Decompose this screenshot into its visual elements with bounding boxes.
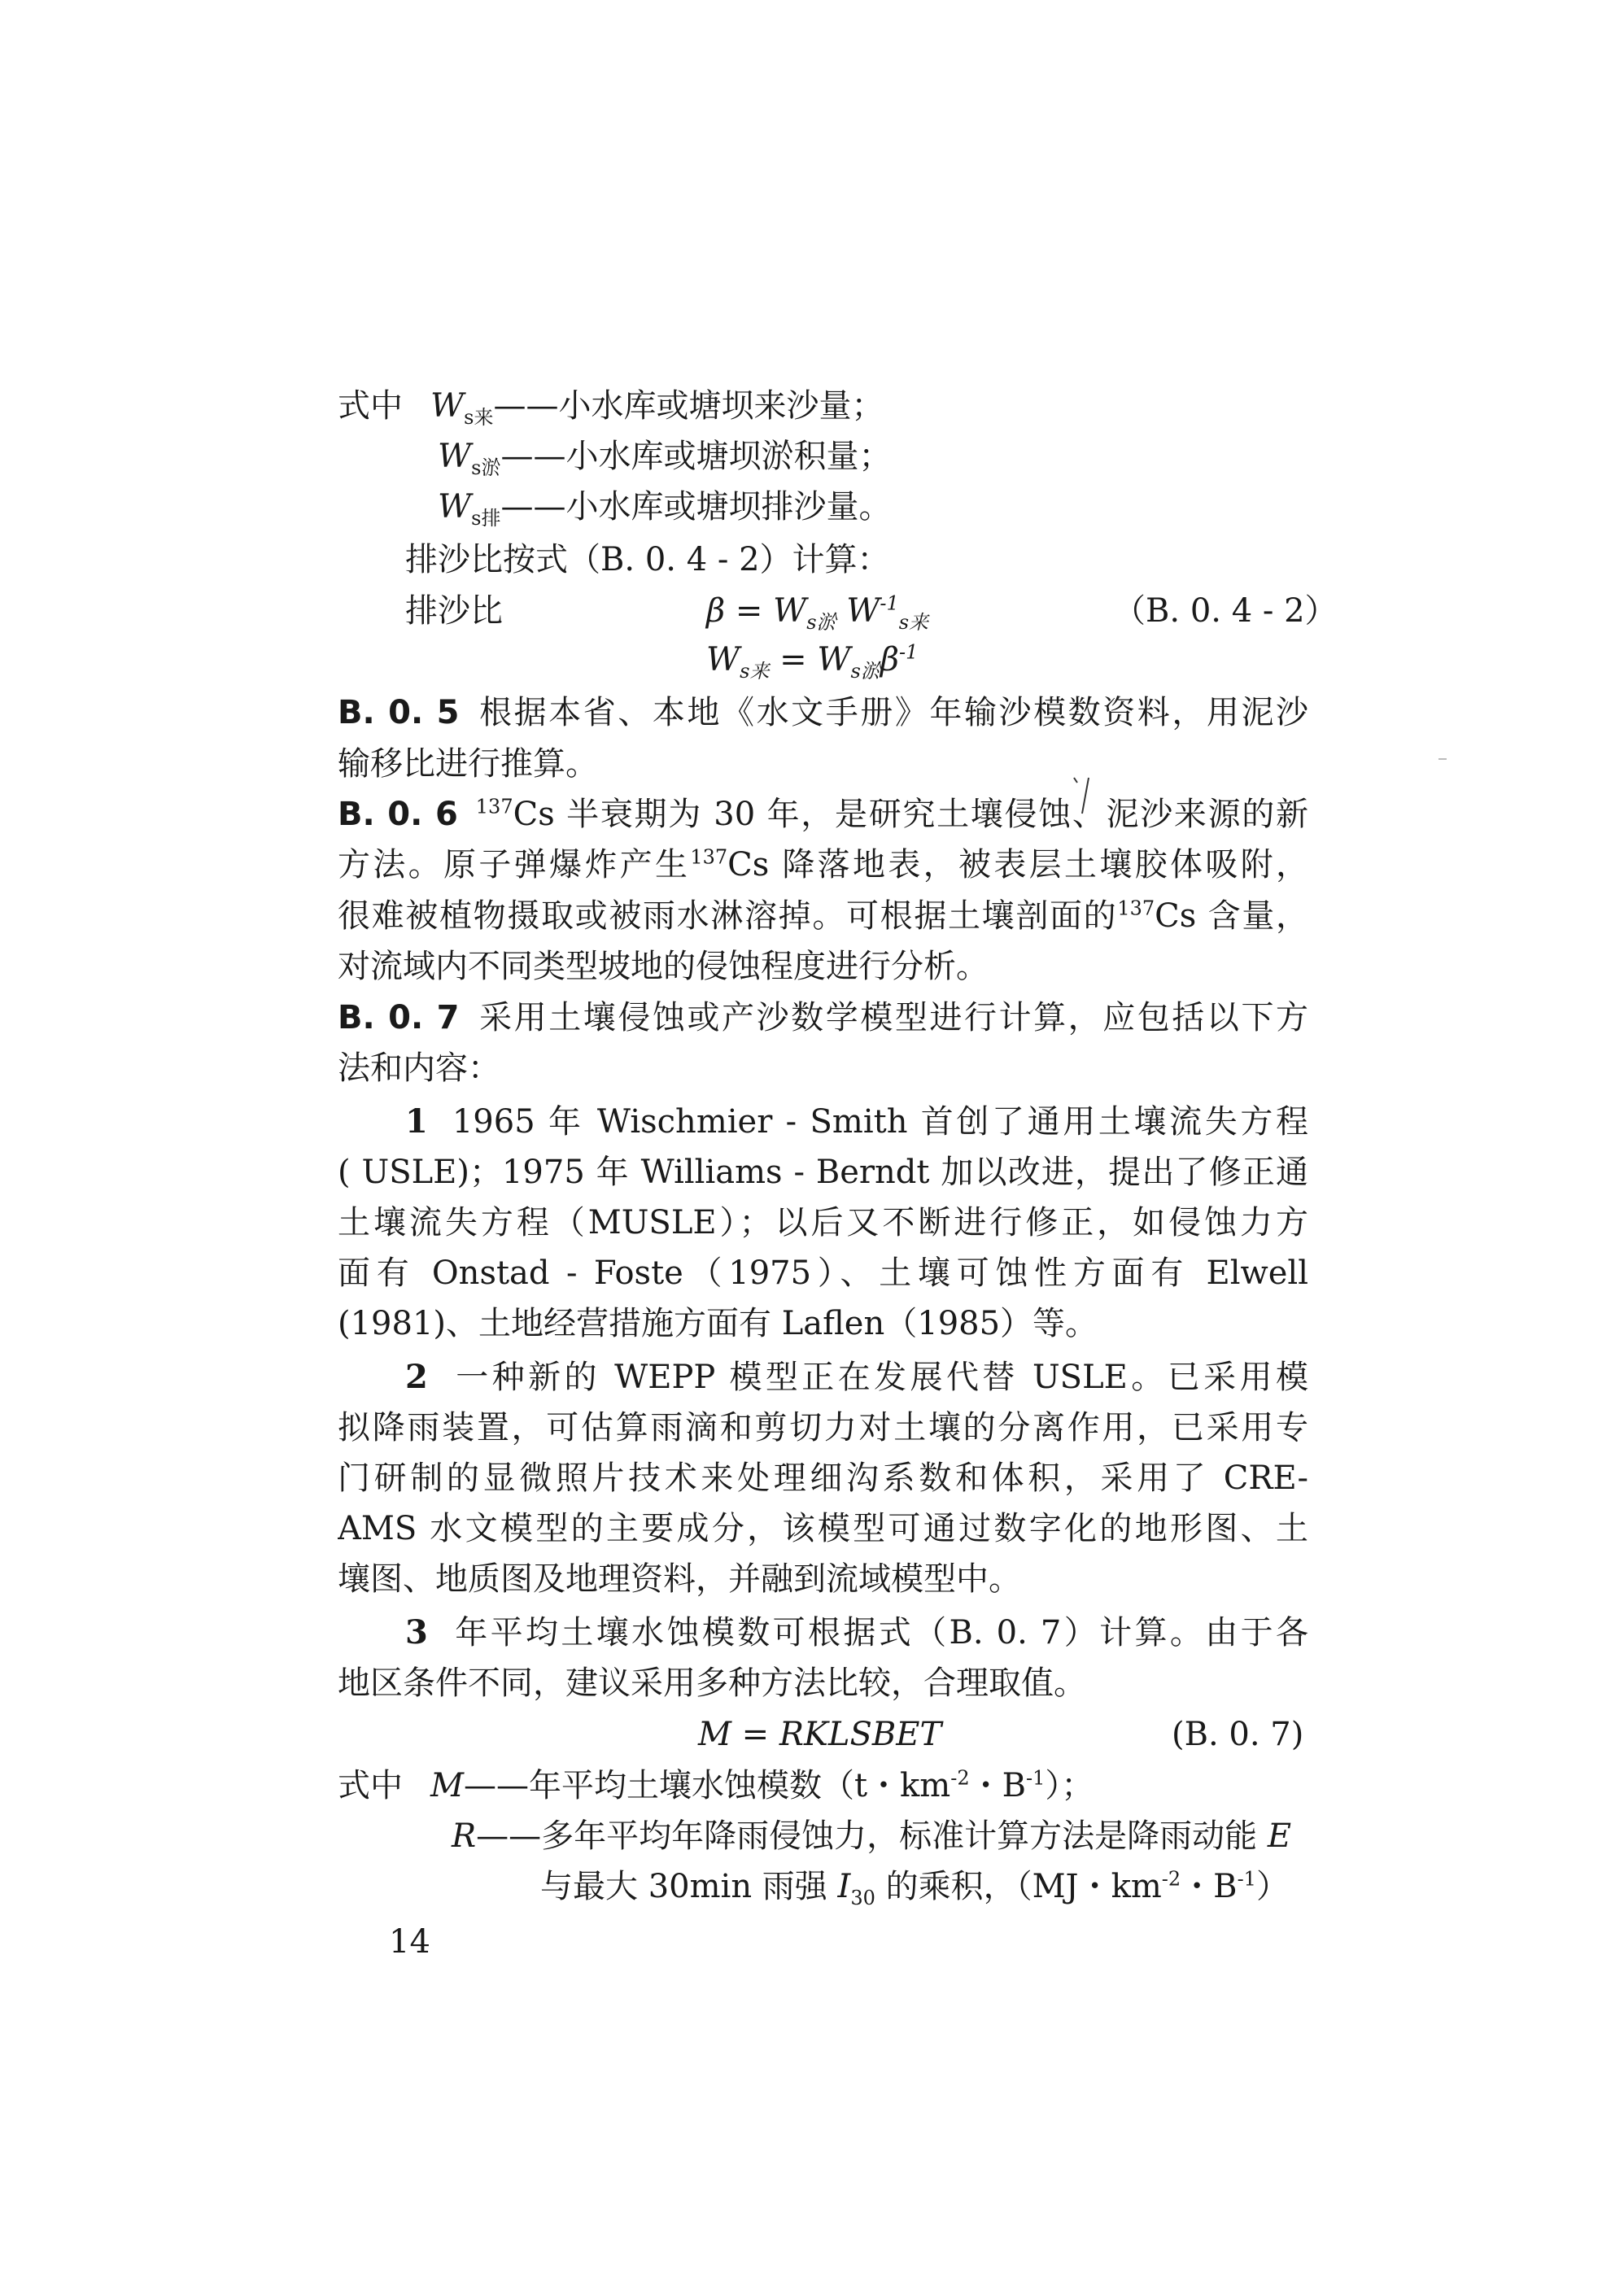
defs2-line-R2 [540, 1863, 1289, 1910]
defs2-R2-I-sub: 30 [850, 1887, 875, 1909]
b06-line-2 [338, 841, 1308, 888]
item1-line-2: ( USLE)；1975 年 Williams - Berndt 加以改进，提出了修正通 [338, 1154, 1308, 1191]
defs2-M-desc: ——年平均土壤水蚀模数（t・km [463, 1767, 951, 1804]
ratio-intro: 排沙比按式（B. 0. 4 - 2）计算： [405, 541, 890, 578]
b07-line-1 [338, 994, 1308, 1041]
eq1-sup: -1 [880, 591, 899, 615]
b06-text: 降落地表，被表层土壤胶体吸附， [769, 846, 1308, 884]
item1-line-4: 面有 Onstad - Foste（1975）、土壤可蚀性方面有 Elwell [338, 1254, 1308, 1292]
defs1-line-3 [438, 483, 891, 530]
item3-text: 年平均土壤水蚀模数可根据式（B. 0. 7）计算。由于各 [452, 1614, 1308, 1651]
page-number: 14 [389, 1923, 430, 1961]
defs2-M-end: ）； [1045, 1767, 1094, 1804]
eq1-lhs: β = W [706, 592, 807, 630]
defs2-R-desc: ——多年平均年降雨侵蚀力，标准计算方法是降雨动能 [476, 1817, 1268, 1855]
b06-sup: 137 [1117, 897, 1155, 920]
eq1-sub2: s来 [898, 611, 929, 634]
model-equation: M = RKLSBET [698, 1716, 942, 1753]
defs2-M-symbol: M [430, 1767, 464, 1804]
ratio-equation-2 [706, 636, 918, 683]
eq2-lhs: W [706, 641, 740, 678]
model-equation-number: (B. 0. 7) [1172, 1716, 1304, 1753]
defs1-desc: ——小水库或塘坝排沙量。 [500, 488, 892, 526]
b06-text: 半衰期为 30 年，是研究土壤侵蚀、泥沙来源的新 [554, 796, 1308, 833]
b05-label: B. 0. 5 [338, 694, 460, 731]
item2-text: 一种新的 WEPP 模型正在发展代替 USLE。已采用模 [452, 1359, 1308, 1396]
item3-line-2: 地区条件不同，建议采用多种方法比较，合理取值。 [338, 1665, 1086, 1702]
b05-line-2: 输移比进行推算。 [338, 745, 598, 783]
b05-text: 根据本省、本地《水文手册》年输沙模数资料，用泥沙 [477, 694, 1308, 731]
item2-number: 2 [405, 1358, 428, 1396]
eq1-mid: W [836, 592, 880, 630]
defs1-desc: ——小水库或塘坝来沙量； [493, 387, 884, 425]
item1-line-1 [338, 1098, 1308, 1145]
defs2-M-sup: -1 [1026, 1766, 1046, 1790]
scan-mark [1064, 774, 1097, 823]
item2-line-1 [338, 1354, 1308, 1401]
defs1-symbol: W [438, 438, 472, 475]
defs1-line-1 [338, 382, 884, 430]
ratio-label: 排沙比 [405, 592, 503, 630]
eq2-mid: = W [769, 641, 851, 678]
item2-line-3: 门研制的显微照片技术来处理细沟系数和体积，采用了 CRE- [338, 1459, 1308, 1497]
defs1-symbol: W [430, 387, 465, 425]
defs2-R2-text: ） [1255, 1868, 1289, 1905]
scan-speck [1438, 758, 1447, 760]
defs1-intro: 式中 [338, 387, 403, 425]
defs2-M-sup: -2 [950, 1766, 970, 1790]
defs2-R2-text: 与最大 30min 雨强 [540, 1868, 838, 1905]
defs2-line-M [338, 1762, 1094, 1809]
defs2-line-R1 [452, 1813, 1291, 1860]
defs2-R2-sup: -1 [1237, 1867, 1256, 1891]
defs2-M-mid: ・B [969, 1767, 1027, 1804]
b06-sup: 137 [475, 795, 513, 818]
b06-cs: Cs [513, 796, 555, 833]
defs1-symbol-sub: s来 [464, 406, 494, 429]
item3-line-1 [338, 1609, 1308, 1656]
defs1-desc: ——小水库或塘坝淤积量； [500, 438, 892, 475]
item2-line-5: 壤图、地质图及地理资料，并融到流域模型中。 [338, 1560, 1021, 1598]
defs2-R2-text: 的乘积，（MJ・km [875, 1868, 1162, 1905]
b06-cs: Cs [1155, 897, 1197, 935]
b06-line-4: 对流域内不同类型坡地的侵蚀程度进行分析。 [338, 948, 989, 985]
defs1-symbol: W [438, 488, 472, 526]
item1-line-3: 土壤流失方程（MUSLE）；以后又不断进行修正，如侵蚀力方 [338, 1204, 1308, 1241]
item1-number: 1 [405, 1102, 428, 1141]
b06-label: B. 0. 6 [338, 796, 458, 833]
defs2-intro: 式中 [338, 1767, 403, 1804]
b06-cs: Cs [727, 846, 770, 884]
item2-line-2: 拟降雨装置，可估算雨滴和剪切力对土壤的分离作用，已采用专 [338, 1409, 1308, 1446]
item3-number: 3 [405, 1613, 428, 1651]
eq2-sup: -1 [898, 640, 919, 664]
defs1-line-2 [438, 433, 891, 480]
b06-line-1 [338, 791, 1308, 838]
b07-text: 采用土壤侵蚀或产沙数学模型进行计算，应包括以下方 [477, 999, 1308, 1036]
ratio-equation-1 [706, 587, 928, 635]
defs2-R-symbol: R [452, 1817, 477, 1855]
b06-line-3 [338, 892, 1308, 940]
eq2-tail: β [880, 641, 899, 678]
item2-line-4: AMS 水文模型的主要成分，该模型可通过数字化的地形图、土 [338, 1510, 1308, 1547]
b06-sup: 137 [690, 845, 728, 869]
eq2-sub1: s来 [740, 660, 770, 683]
eq1-sub1: s淤 [806, 611, 836, 634]
item1-line-5: (1981)、土地经营措施方面有 Laflen（1985）等。 [338, 1305, 1098, 1342]
defs1-symbol-sub: s排 [471, 507, 501, 530]
b05-line-1 [338, 689, 1308, 736]
ratio-equation-1-number: （B. 0. 4 - 2） [1113, 592, 1338, 630]
item1-text: 1965 年 Wischmier - Smith 首创了通用土壤流失方程 [452, 1103, 1308, 1141]
b06-text: 含量， [1196, 897, 1308, 935]
b06-text: 很难被植物摄取或被雨水淋溶掉。可根据土壤剖面的 [338, 897, 1118, 935]
defs2-R2-I: I [837, 1868, 851, 1905]
b06-text: 方法。原子弹爆炸产生 [338, 846, 691, 884]
b07-label: B. 0. 7 [338, 999, 460, 1036]
defs2-R2-text: ・B [1181, 1868, 1238, 1905]
defs2-R2-sup: -2 [1161, 1867, 1181, 1891]
b07-line-2: 法和内容： [338, 1049, 500, 1087]
eq2-sub2: s淤 [850, 660, 880, 683]
defs2-R-E: E [1267, 1817, 1292, 1855]
defs1-symbol-sub: s淤 [471, 456, 501, 479]
